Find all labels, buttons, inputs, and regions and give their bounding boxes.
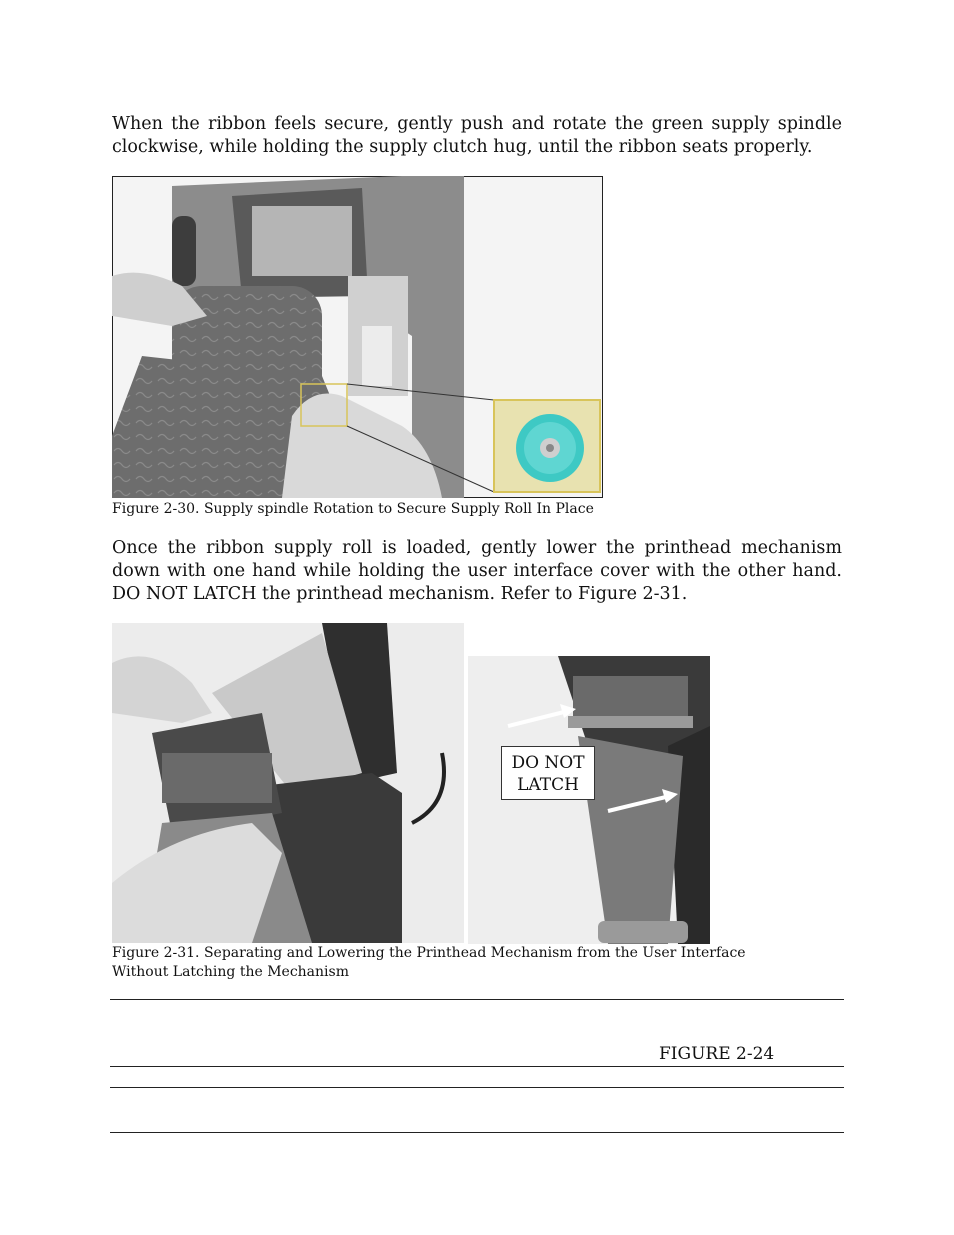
footer-rule-3 xyxy=(110,1087,844,1088)
figure-2-31-caption: Figure 2-31. Separating and Lowering the Printhead Mechanism from the User Interface Without Latching the Mechanism xyxy=(112,945,746,980)
footer-rule-2 xyxy=(110,1066,844,1067)
paragraph-spindle-instruction: When the ribbon feels secure, gently push and rotate the green supply spindle clockwise, while holding the supply clutch hug, until the ribbon seats properly. xyxy=(112,114,842,157)
figure-2-31-left-image xyxy=(112,623,464,943)
figure-2-31-right-image xyxy=(468,656,710,944)
spindle-inset xyxy=(494,400,600,492)
do-not-latch-callout xyxy=(501,746,595,800)
footer-figure-label: FIGURE 2-24 xyxy=(659,1044,775,1064)
figure-2-30-image xyxy=(112,176,603,498)
callout-line-1: DO NOT xyxy=(511,753,585,773)
figure-2-30-caption: Figure 2-30. Supply spindle Rotation to Secure Supply Roll In Place xyxy=(112,501,594,517)
footer-rule-top xyxy=(110,999,844,1000)
callout-line-2: LATCH xyxy=(517,775,579,795)
footer-rule-bottom xyxy=(110,1132,844,1133)
paragraph-lower-printhead: Once the ribbon supply roll is loaded, gently lower the printhead mechanism down with one hand while holding the user interface cover with the other hand. DO NOT LATCH the printhead mechanism. Refer to Figure 2-31. xyxy=(112,538,842,604)
